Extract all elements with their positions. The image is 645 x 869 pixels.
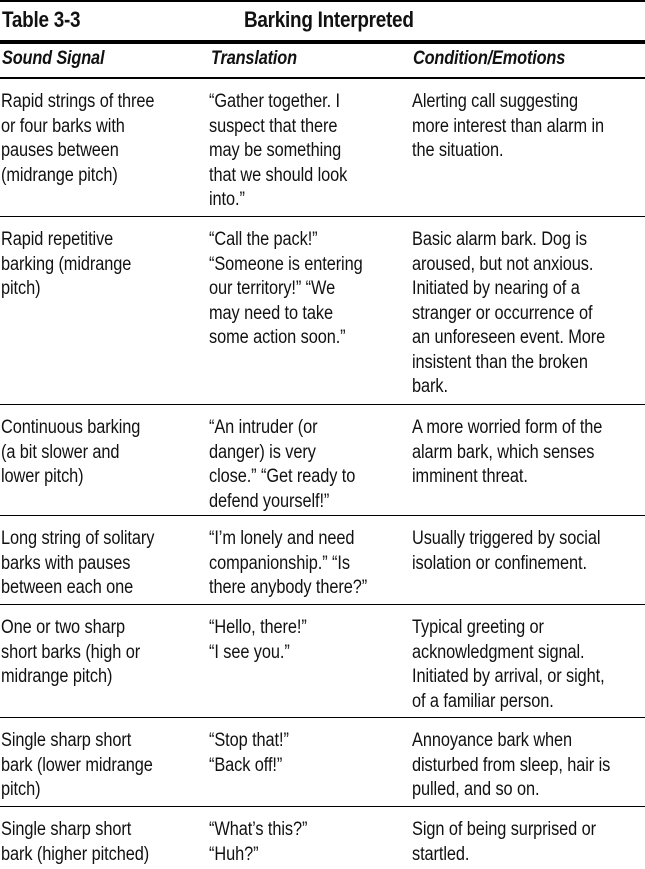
cell-translation: “I’m lonely and need companionship.” “Is there anybody there?” <box>209 528 368 598</box>
cell-translation: “Call the pack!” “Someone is entering our territory!” “We may need to take some action soon.” <box>209 229 363 348</box>
column-header-condition: Condition/Emotions <box>413 48 566 69</box>
table-title: Barking Interpreted <box>244 7 414 32</box>
cell-condition: Annoyance bark when disturbed from sleep, hair is pulled, and so on. <box>412 730 611 800</box>
cell-condition: Basic alarm bark. Dog is aroused, but not anxious. Initiated by nearing of a stranger or occurrence of an unforeseen event. More insistent than the broken bark. <box>412 229 606 397</box>
table-row <box>0 718 645 807</box>
table-row <box>0 807 645 869</box>
table-row <box>0 217 645 405</box>
cell-translation: “Hello, there!” “I see you.” <box>209 617 307 663</box>
cell-sound-signal: Single sharp short bark (lower midrange pitch) <box>1 730 153 800</box>
header-rule <box>0 40 645 44</box>
table-row <box>0 79 645 217</box>
cell-condition: Typical greeting or acknowledgment signal. Initiated by arrival, or sight, of a familiar person. <box>412 617 605 712</box>
table-title-bar <box>0 0 645 40</box>
cell-translation: “Stop that!” “Back off!” <box>209 730 289 776</box>
cell-sound-signal: Rapid repetitive barking (midrange pitch) <box>1 229 132 299</box>
cell-translation: “An intruder (or danger) is very close.” “Get ready to defend yourself!” <box>209 417 356 512</box>
column-header-sound-signal: Sound Signal <box>2 48 105 69</box>
cell-translation: “What’s this?” “Huh?” <box>209 819 308 865</box>
cell-sound-signal: One or two sharp short barks (high or midrange pitch) <box>1 617 141 687</box>
cell-condition: Alerting call suggesting more interest than alarm in the situation. <box>412 91 605 161</box>
cell-condition: A more worried form of the alarm bark, which senses imminent threat. <box>412 417 603 487</box>
table-number: Table 3-3 <box>2 7 81 32</box>
table-row <box>0 516 645 605</box>
cell-translation: “Gather together. I suspect that there may be something that we should look into.” <box>209 91 348 210</box>
cell-condition: Usually triggered by social isolation or confinement. <box>412 528 601 574</box>
table-row <box>0 405 645 516</box>
cell-sound-signal: Single sharp short bark (higher pitched) <box>1 819 150 865</box>
cell-condition: Sign of being surprised or startled. <box>412 819 596 865</box>
table-row <box>0 605 645 718</box>
cell-sound-signal: Long string of solitary barks with pauses between each one <box>1 528 155 598</box>
cell-sound-signal: Continuous barking (a bit slower and lower pitch) <box>1 417 141 487</box>
cell-sound-signal: Rapid strings of three or four barks with pauses between (midrange pitch) <box>1 91 155 186</box>
column-header-translation: Translation <box>211 48 297 69</box>
